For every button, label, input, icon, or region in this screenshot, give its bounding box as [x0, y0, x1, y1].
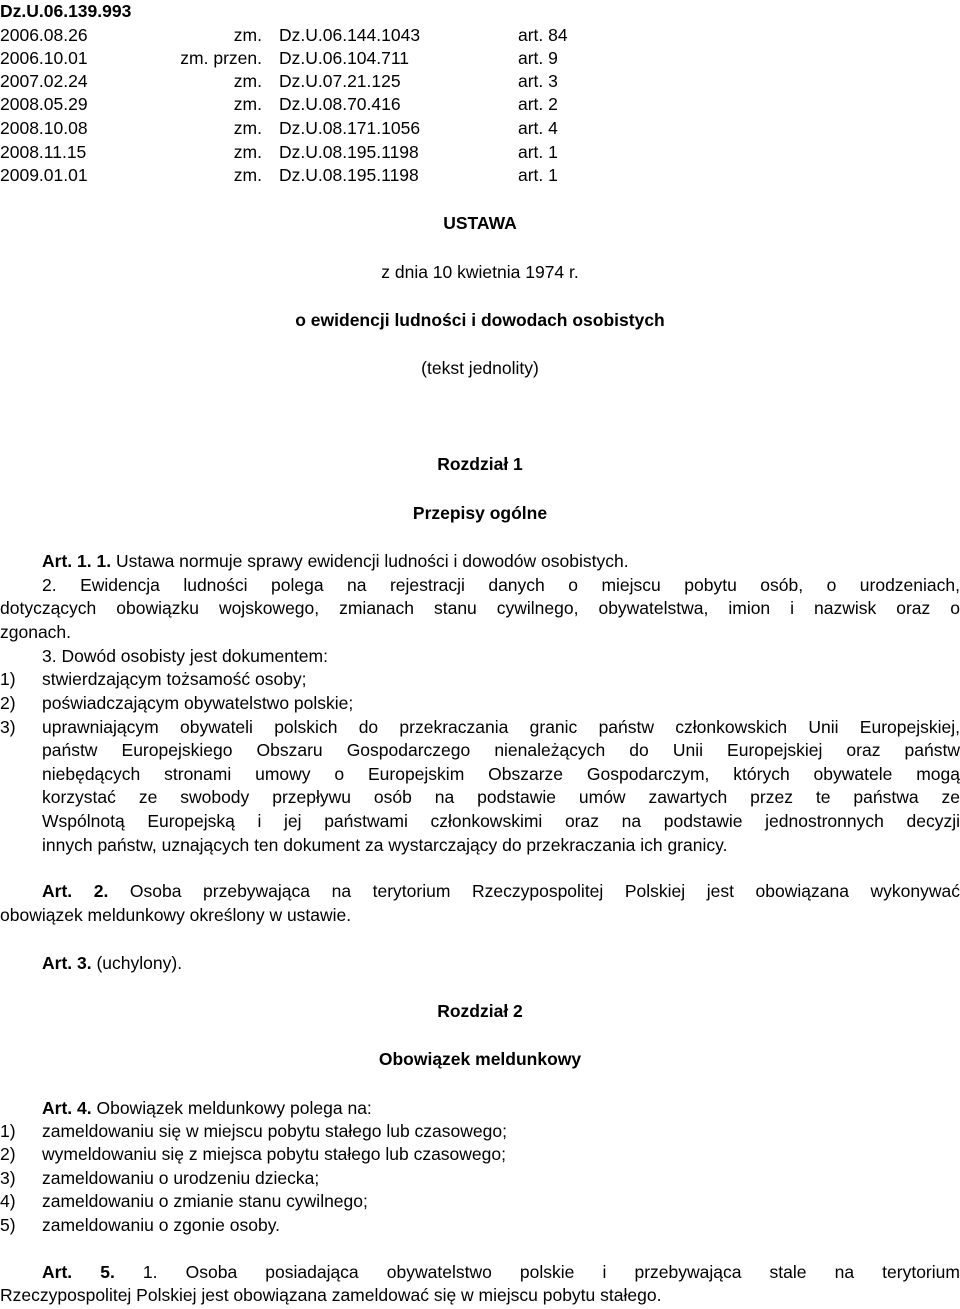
act-date: z dnia 10 kwietnia 1974 r. — [381, 262, 579, 282]
amendment-type: zm. — [233, 118, 262, 138]
amendment-article: art. 4 — [518, 118, 558, 138]
art-1-paragraph-2-line: zgonach. — [0, 622, 72, 642]
art-5-line: Rzeczypospolitej Polskiej jest obowiązana zameldować się w miejscu pobytu stałego. — [0, 1285, 662, 1305]
list-item-text: poświadczającym obywatelstwo polskie; — [42, 693, 354, 713]
amendment-date: 2009.01.01 — [0, 165, 88, 185]
art-1-paragraph-1-number: 1. — [96, 551, 112, 571]
list-item-text: zameldowaniu o zmianie stanu cywilnego; — [42, 1191, 368, 1211]
amendment-type: zm. — [233, 165, 262, 185]
list-item-line: Wspólnotą Europejską i jej państwami członkowskimi oraz na podstawie jednostronnych decyzji — [42, 811, 960, 831]
list-item-text: zameldowaniu się w miejscu pobytu stałego lub czasowego; — [42, 1121, 507, 1141]
journal-reference: Dz.U.06.139.993 — [0, 1, 132, 21]
list-item-number: 5) — [0, 1215, 16, 1235]
amendment-reference: Dz.U.07.21.125 — [279, 71, 401, 91]
amendment-date: 2007.02.24 — [0, 71, 88, 91]
amendment-article: art. 2 — [518, 94, 558, 114]
amendment-date: 2008.10.08 — [0, 118, 88, 138]
amendment-reference: Dz.U.08.171.1056 — [279, 118, 421, 138]
art-2-line: obowiązek meldunkowy określony w ustawie. — [0, 905, 352, 925]
art-4-intro-text: Obowiązek meldunkowy polega na: — [96, 1098, 372, 1118]
art-1-paragraph-3-intro: 3. Dowód osobisty jest dokumentem: — [42, 646, 328, 666]
act-heading: USTAWA — [443, 213, 517, 233]
list-item-line: niebędących stronami umowy o Europejskim Obszarze Gospodarczym, których obywatele mogą — [42, 764, 960, 784]
list-item-text: wymeldowaniu się z miejsca pobytu stałego lub czasowego; — [42, 1144, 506, 1164]
art-3-label: Art. 3. — [42, 953, 92, 973]
art-2-label: Art. 2. — [42, 881, 109, 901]
list-item-number: 4) — [0, 1191, 16, 1211]
art-3-line — [42, 952, 182, 974]
amendment-article: art. 1 — [518, 165, 558, 185]
amendment-article: art. 1 — [518, 142, 558, 162]
chapter-1-title: Rozdział 1 — [437, 454, 523, 474]
amendment-article: art. 84 — [518, 25, 568, 45]
act-subject: o ewidencji ludności i dowodach osobistych — [295, 310, 665, 330]
amendment-type: zm. — [233, 71, 262, 91]
amendment-date: 2008.11.15 — [0, 142, 87, 162]
amendment-reference: Dz.U.06.104.711 — [279, 48, 410, 68]
amendment-type: zm. — [233, 25, 262, 45]
list-item-text: stwierdzającym tożsamość osoby; — [42, 669, 307, 689]
list-item-number: 2) — [0, 693, 16, 713]
amendment-reference: Dz.U.08.195.1198 — [279, 142, 419, 162]
list-item-number: 1) — [0, 669, 16, 689]
art-1-label: Art. 1. — [42, 551, 92, 571]
list-item-text: zameldowaniu o zgonie osoby. — [42, 1215, 281, 1235]
amendment-type: zm. — [233, 94, 262, 114]
art-4-label: Art. 4. — [42, 1098, 92, 1118]
amendment-date: 2006.08.26 — [0, 25, 88, 45]
chapter-2-name: Obowiązek meldunkowy — [378, 1049, 582, 1069]
list-item-number: 2) — [0, 1144, 16, 1164]
chapter-1-name: Przepisy ogólne — [412, 503, 548, 523]
list-item-number: 1) — [0, 1121, 16, 1141]
list-item-number: 3) — [0, 1168, 16, 1188]
art-5-text: 1. Osoba posiadająca obywatelstwo polskie i przebywająca stale na terytorium — [142, 1262, 960, 1282]
list-item-line: korzystać ze swobody przepływu osób na podstawie umów zawartych przez te państwa ze — [42, 787, 960, 807]
art-3-text: (uchylony). — [96, 953, 183, 973]
list-item-line: innych państw, uznających ten dokument za wystarczający do przekraczania ich granicy. — [42, 835, 728, 855]
amendment-reference: Dz.U.08.195.1198 — [279, 165, 419, 185]
art-5-label: Art. 5. — [42, 1262, 115, 1282]
art-1-paragraph-2-line: dotyczących obowiązku wojskowego, zmianach stanu cywilnego, obywatelstwa, imion i nazwisk oraz o — [0, 598, 960, 618]
amendment-type: zm. przen. — [180, 48, 262, 68]
art-5-line — [42, 1261, 960, 1283]
art-4-intro — [42, 1097, 372, 1119]
amendment-reference: Dz.U.06.144.1043 — [279, 25, 421, 45]
art-1-paragraph-1 — [42, 550, 629, 572]
amendment-date: 2008.05.29 — [0, 94, 88, 114]
art-2-text: Osoba przebywająca na terytorium Rzeczypospolitej Polskiej jest obowiązana wykonywać — [129, 881, 960, 901]
list-item-line: uprawniającym obywateli polskich do przekraczania granic państw członkowskich Unii Europejskiej, — [42, 717, 960, 737]
art-2-line — [42, 880, 960, 902]
amendment-type: zm. — [233, 142, 262, 162]
list-item-text: zameldowaniu o urodzeniu dziecka; — [42, 1168, 320, 1188]
art-1-paragraph-2-line: 2. Ewidencja ludności polega na rejestracji danych o miejscu pobytu osób, o urodzeniach, — [42, 575, 960, 595]
amendment-article: art. 9 — [518, 48, 558, 68]
act-note: (tekst jednolity) — [421, 358, 539, 378]
list-item-line: państw Europejskiego Obszaru Gospodarczego nienależących do Unii Europejskiej oraz państw — [42, 740, 960, 760]
list-item-number: 3) — [0, 717, 16, 737]
chapter-2-title: Rozdział 2 — [437, 1001, 523, 1021]
art-1-paragraph-1-text: Ustawa normuje sprawy ewidencji ludności i dowodów osobistych. — [115, 551, 629, 571]
amendment-reference: Dz.U.08.70.416 — [279, 94, 401, 114]
amendment-date: 2006.10.01 — [0, 48, 88, 68]
amendment-article: art. 3 — [518, 71, 558, 91]
